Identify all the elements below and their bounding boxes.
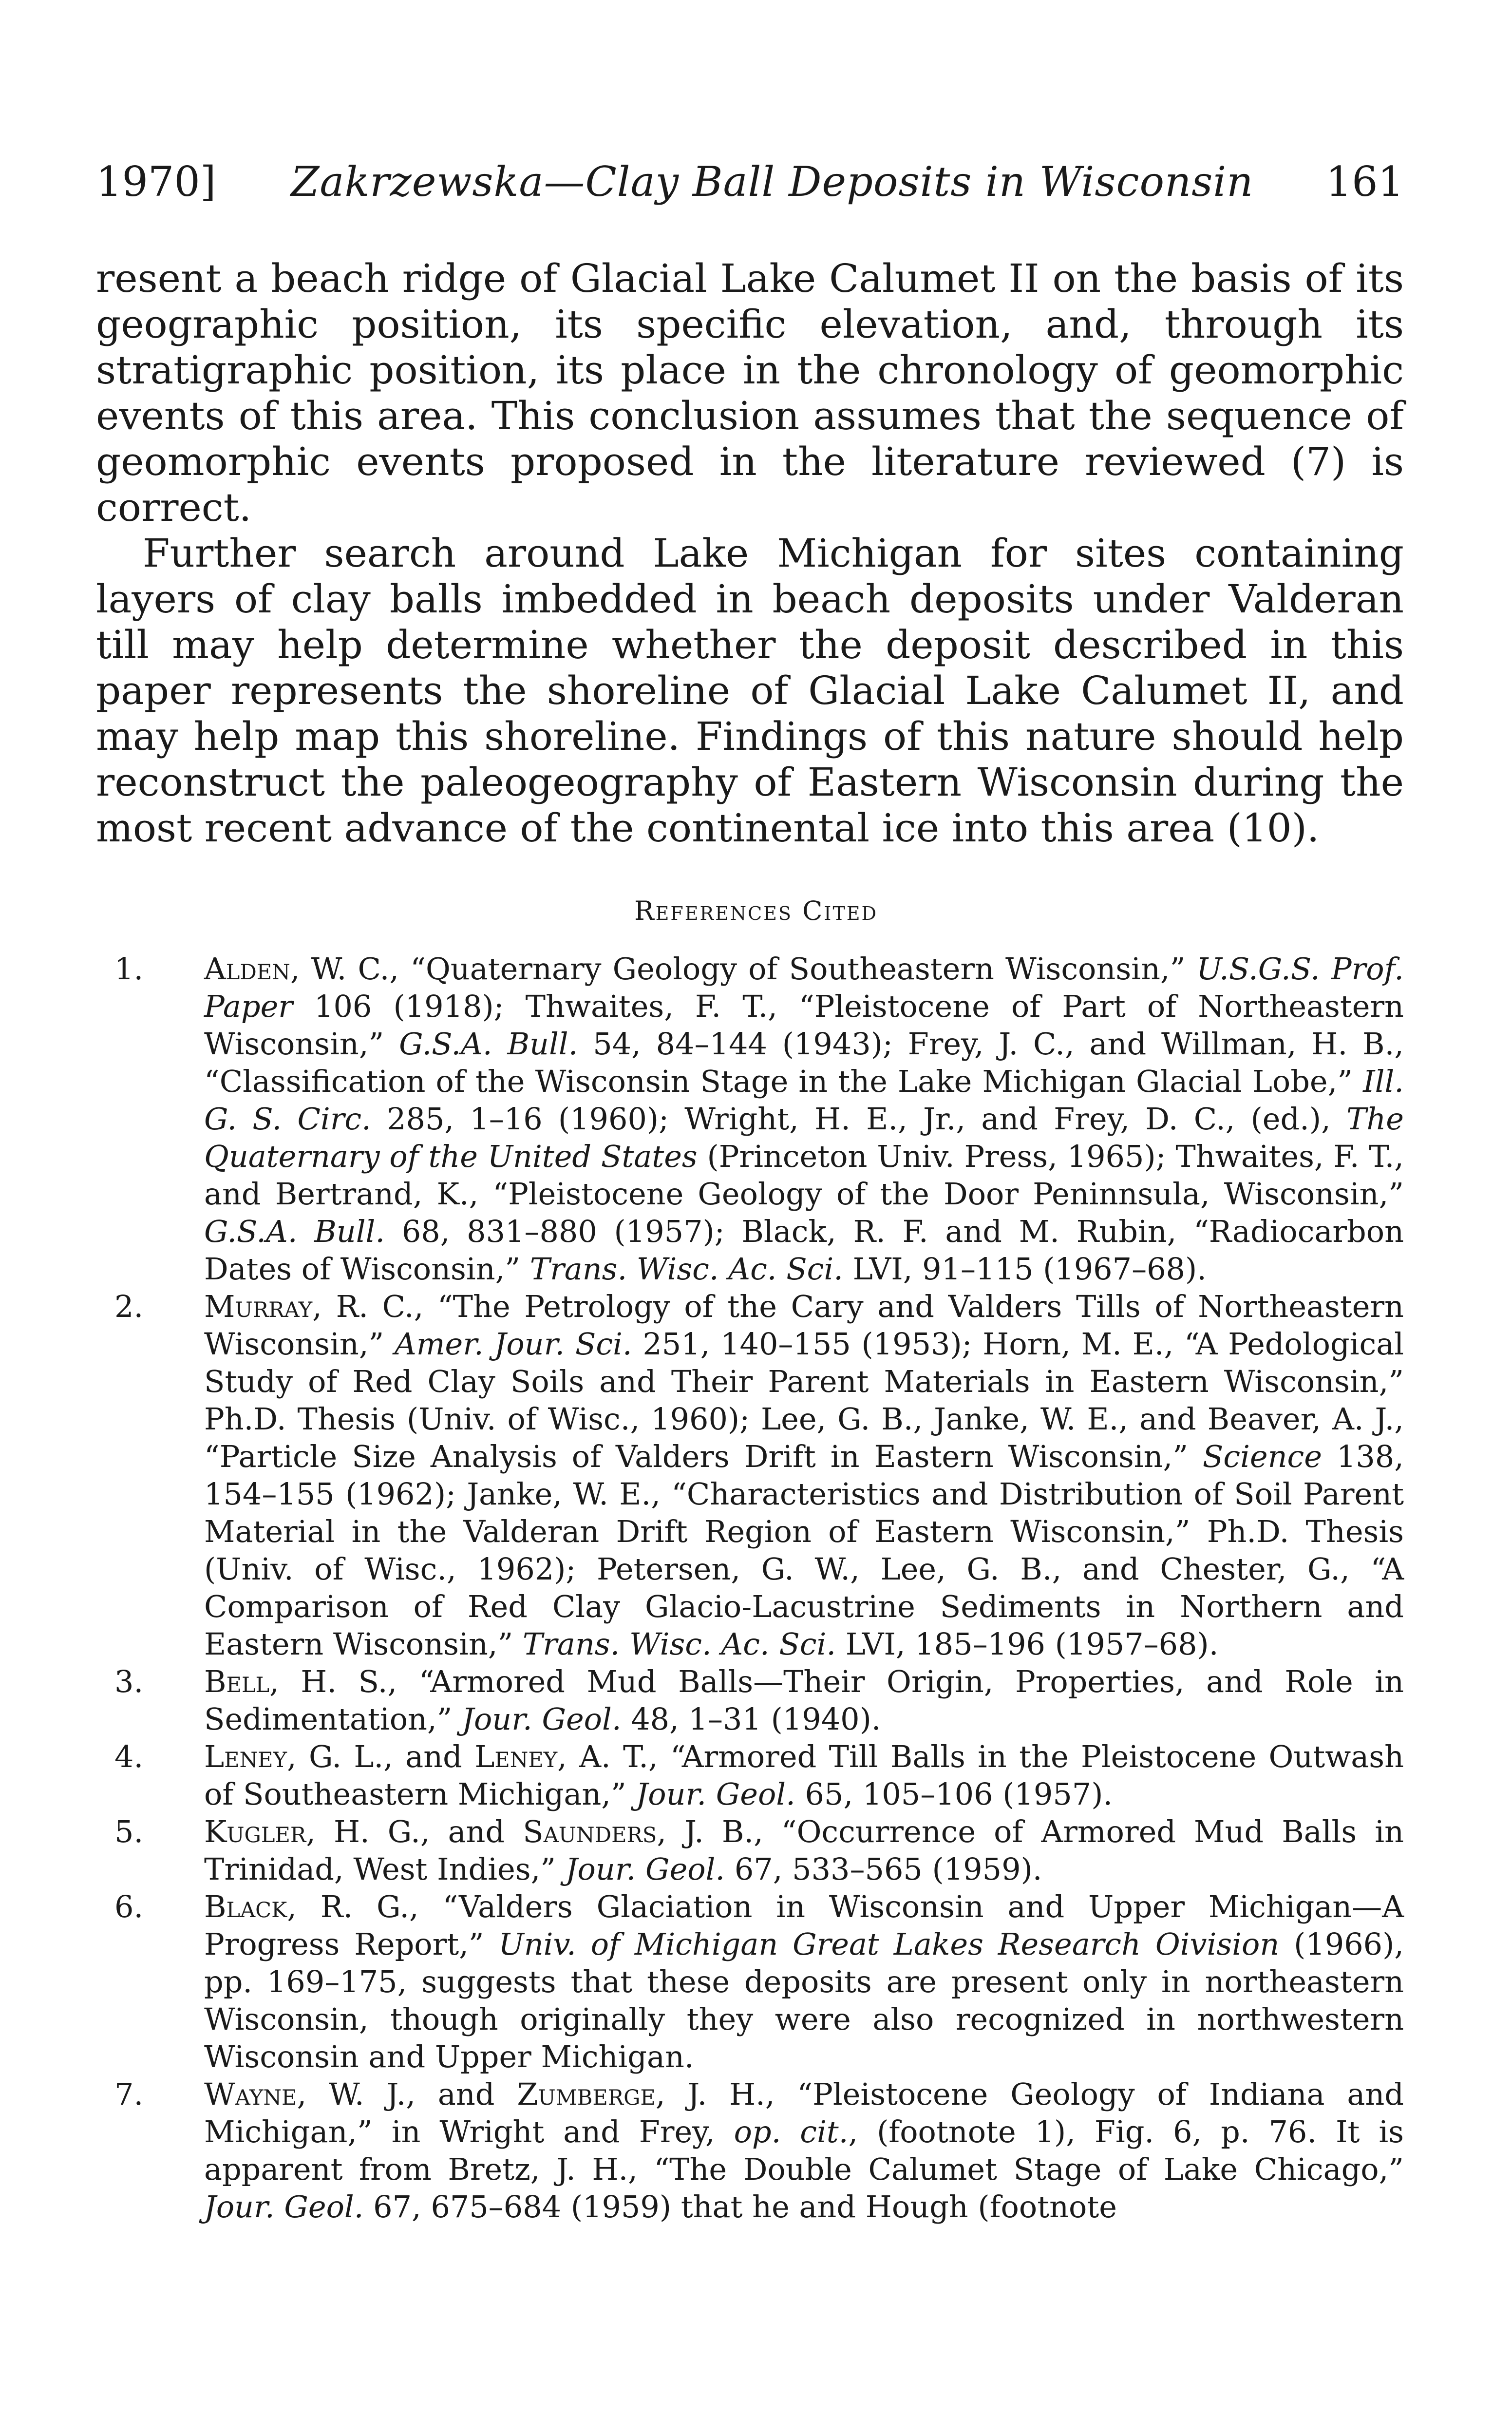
reference-text: Ill. G. S. Circ. <box>204 1064 1404 1137</box>
reference-text: 67, 533–565 (1959). <box>725 1851 1042 1887</box>
author-name: Wayne <box>204 2076 297 2112</box>
reference-text: 54, 84–144 (1943); Frey, J. C., and Willman, H. B., “Classification of the Wisconsin Stage in the Lake Michigan Glacial Lobe,” <box>204 1026 1404 1099</box>
reference-text: (Princeton Univ. Press, 1965); Thwaites, F. T., and Bertrand, K., “Pleistocene Geology of the Door Peninnsula, Wisconsin,” <box>204 1139 1404 1212</box>
reference-text: , W. C., “Quaternary Geology of Southeastern Wisconsin,” <box>290 951 1197 987</box>
reference-text: LVI, 91–115 (1967–68). <box>843 1251 1207 1287</box>
paragraph: resent a beach ridge of Glacial Lake Calumet II on the basis of its geographic position, its specific elevation, and, through its stratigraphic position, its place in the chronology of geomorphic events of this area. This conclusion assumes that the sequence of geomorphic events proposed in the literature reviewed (7) is correct. <box>96 256 1404 530</box>
reference-text: G.S.A. Bull. <box>399 1026 578 1062</box>
reference-text: Univ. of Michigan Great Lakes Research Oivision <box>498 1926 1280 1962</box>
reference-text: , W. J., and <box>297 2076 517 2112</box>
reference-text: op. cit. <box>734 2114 849 2150</box>
volume-year: 1970] <box>96 158 216 206</box>
reference-text: 251, 140–155 (1953); Horn, M. E., “A Pedological Study of Red Clay Soils and Their Parent Materials in Eastern Wisconsin,” Ph.D. Thesis (Univ. of Wisc., 1960); Lee, G. B., Janke, W. E., and Beaver, A. J., “Particle Size Analysis of Valders Drift in Eastern Wisconsin,” <box>204 1326 1404 1474</box>
author-name: Alden <box>204 951 290 987</box>
reference-text: , R. C., “The Petrology of the Cary and Valders Tills of Northeastern Wisconsin,” <box>204 1289 1404 1362</box>
references-heading: References Cited <box>634 895 878 926</box>
reference-text: 285, 1–16 (1960); Wright, H. E., Jr., and Frey, D. C., (ed.), <box>371 1101 1347 1137</box>
running-title: Zakrzewska—Clay Ball Deposits in Wisconsin <box>291 158 1254 206</box>
reference-text: , G. L., and <box>286 1739 475 1774</box>
reference-text: , A. T., “Armored Till Balls in the Pleistocene Outwash of Southeastern Michigan,” <box>204 1739 1404 1812</box>
reference-text: Trans. Wisc. Ac. Sci. <box>522 1626 836 1662</box>
reference-item <box>114 1663 1404 1738</box>
reference-text: Amer. Jour. Sci. <box>394 1326 632 1362</box>
reference-text: U.S.G.S. Prof. Paper <box>204 951 1404 1024</box>
reference-item <box>114 1888 1404 2075</box>
reference-number: 2. <box>114 1289 144 1324</box>
author-name: Zumberge <box>517 2076 656 2112</box>
reference-text: , H. G., and <box>306 1814 523 1849</box>
reference-text: , J. B., “Occurrence of Armored Mud Balls in Trinidad, West Indies,” <box>204 1814 1404 1887</box>
reference-number: 6. <box>114 1889 144 1924</box>
reference-item <box>114 1288 1404 1663</box>
reference-number: 7. <box>114 2076 144 2112</box>
reference-text: (1966), pp. 169–175, suggests that these deposits are present only in northeastern Wisconsin, though originally they were also recognized in northwestern Wisconsin and Upper Michigan. <box>204 1926 1404 2074</box>
reference-text: Trans. Wisc. Ac. Sci. <box>529 1251 843 1287</box>
reference-item <box>114 1738 1404 1813</box>
reference-text: 65, 105–106 (1957). <box>795 1776 1113 1812</box>
reference-item <box>114 1813 1404 1888</box>
reference-item <box>114 2075 1404 2226</box>
reference-text: , (footnote 1), Fig. 6, p. 76. It is apparent from Bretz, J. H., “The Double Calumet Stage of Lake Chicago,” <box>204 2114 1404 2187</box>
reference-number: 5. <box>114 1814 144 1849</box>
author-name: Leney <box>204 1739 287 1774</box>
author-name: Leney <box>474 1739 558 1774</box>
reference-text: 138, 154–155 (1962); Janke, W. E., “Characteristics and Distribution of Soil Parent Material in the Valderan Drift Region of Eastern Wisconsin,” Ph.D. Thesis (Univ. of Wisc., 1962); Petersen, G. W., Lee, G. B., and Chester, G., “A Comparison of Red Clay Glacio-Lacustrine Sediments in Northern and Eastern Wisconsin,” <box>204 1439 1404 1662</box>
reference-text: The Quaternary of the United States <box>204 1101 1404 1174</box>
reference-text: 106 (1918); Thwaites, F. T., “Pleistocene of Part of Northeastern Wisconsin,” <box>204 989 1404 1062</box>
reference-number: 1. <box>114 951 144 987</box>
author-name: Black <box>204 1889 287 1924</box>
reference-text: Science <box>1202 1439 1322 1474</box>
body-text <box>96 256 1404 851</box>
author-name: Bell <box>204 1664 270 1699</box>
author-name: Murray <box>204 1289 313 1324</box>
reference-text: Jour. Geol. <box>204 2189 364 2225</box>
reference-text: Jour. Geol. <box>565 1851 725 1887</box>
author-name: Saunders <box>523 1814 657 1849</box>
paragraph: Further search around Lake Michigan for sites containing layers of clay balls imbedded in beach deposits under Valderan till may help determine whether the deposit described in this paper represents the shoreline of Glacial Lake Calumet II, and may help map this shoreline. Findings of this nature should help reconstruct the paleogeography of Eastern Wisconsin during the most recent advance of the continental ice into this area (10). <box>96 531 1404 851</box>
references-list <box>114 950 1404 2226</box>
reference-number: 3. <box>114 1664 144 1699</box>
reference-text: , J. H., “Pleistocene Geology of Indiana and Michigan,” in Wright and Frey, <box>204 2076 1404 2150</box>
page-number: 161 <box>1325 158 1404 206</box>
reference-text: 67, 675–684 (1959) that he and Hough (footnote <box>363 2189 1117 2225</box>
reference-item <box>114 950 1404 1288</box>
reference-text: 48, 1–31 (1940). <box>621 1701 881 1737</box>
running-head <box>96 155 1404 209</box>
reference-text: Jour. Geol. <box>462 1701 622 1737</box>
reference-text: G.S.A. Bull. <box>204 1214 385 1249</box>
author-name: Kugler <box>204 1814 306 1849</box>
reference-text: , R. G., “Valders Glaciation in Wisconsin and Upper Michigan—A Progress Report,” <box>204 1889 1404 1962</box>
reference-text: LVI, 185–196 (1957–68). <box>836 1626 1219 1662</box>
reference-number: 4. <box>114 1739 144 1774</box>
reference-text: 68, 831–880 (1957); Black, R. F. and M. Rubin, “Radiocarbon Dates of Wisconsin,” <box>204 1214 1404 1287</box>
reference-text: Jour. Geol. <box>636 1776 795 1812</box>
reference-text: , H. S., “Armored Mud Balls—Their Origin, Properties, and Role in Sedimentation,” <box>204 1664 1404 1737</box>
